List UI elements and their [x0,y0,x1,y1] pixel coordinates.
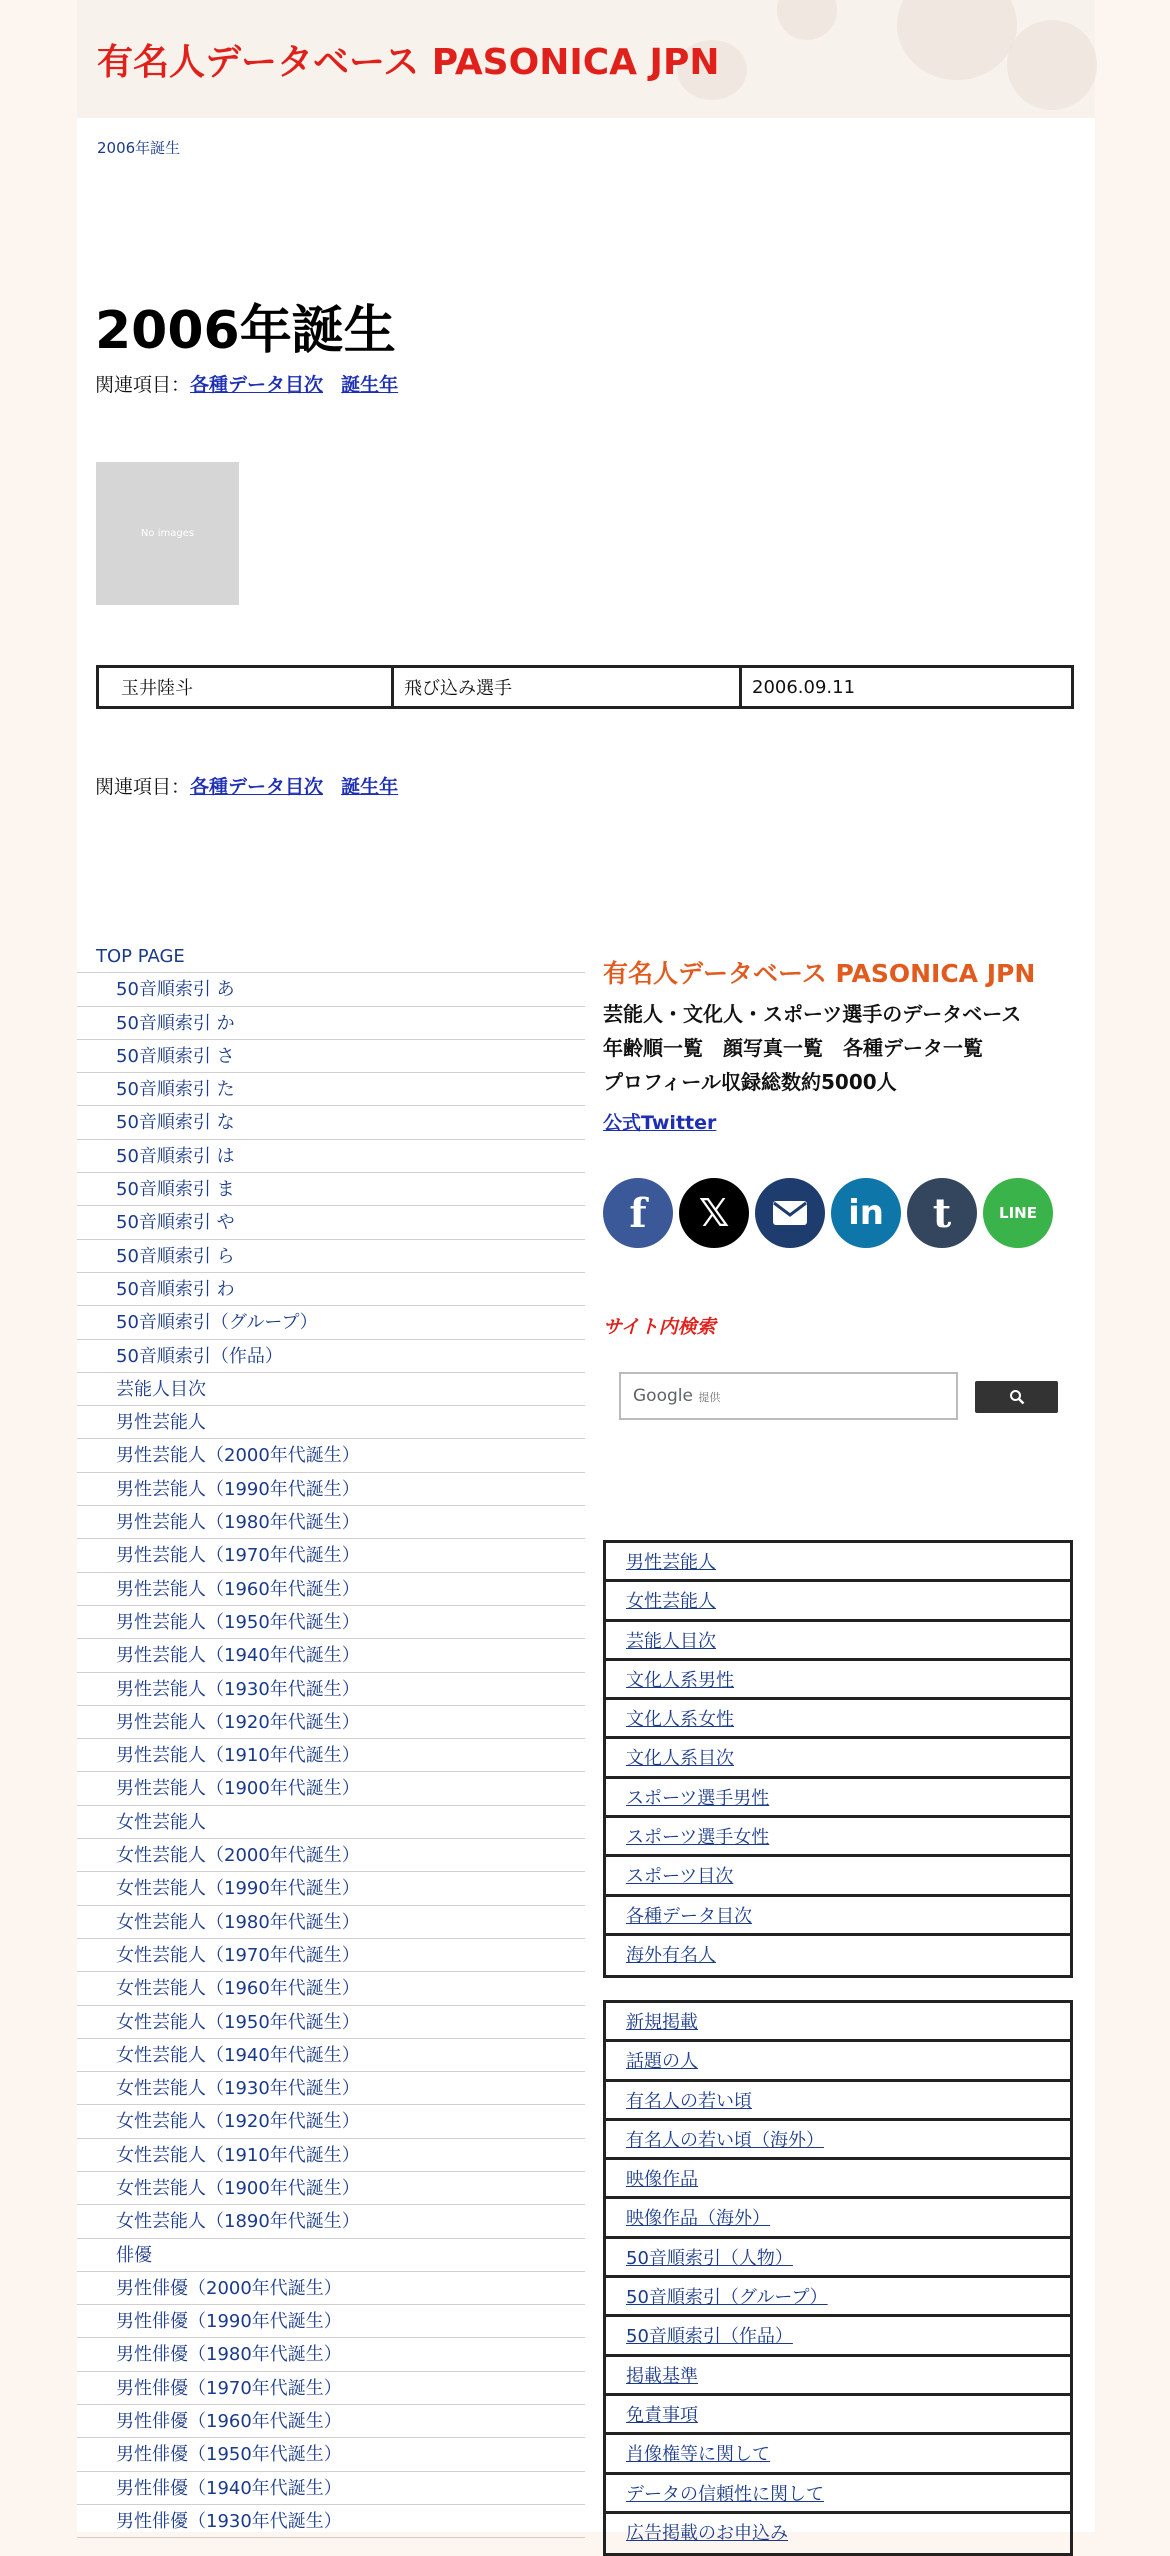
sidebar-lists: 年齢順一覧 顔写真一覧 各種データ一覧 [603,1036,983,1060]
left-nav-item[interactable]: 男性芸能人（1930年代誕生） [77,1673,585,1706]
left-nav-item[interactable]: 50音順索引 さ [77,1040,585,1073]
left-nav-item[interactable]: 50音順索引 は [77,1140,585,1173]
left-nav-item[interactable]: 50音順索引 わ [77,1273,585,1306]
box1-link[interactable]: スポーツ目次 [606,1857,1070,1896]
related-link-data-index[interactable]: 各種データ目次 [190,374,324,396]
left-nav-item[interactable]: 女性芸能人（1960年代誕生） [77,1972,585,2005]
left-nav-item[interactable]: 女性芸能人（1920年代誕生） [77,2105,585,2138]
search-input[interactable] [619,1372,958,1420]
box1-link[interactable]: 女性芸能人 [606,1582,1070,1621]
related-link-birth-year[interactable]: 誕生年 [341,374,399,396]
left-nav-item[interactable]: 50音順索引 ま [77,1173,585,1206]
box2-link[interactable]: 免責事項 [606,2396,1070,2435]
left-nav-item[interactable]: 50音順索引 あ [77,973,585,1006]
left-nav-item[interactable]: 男性芸能人（1940年代誕生） [77,1639,585,1672]
left-nav-item[interactable]: 50音順索引（作品） [77,1340,585,1373]
left-nav-item[interactable]: 50音順索引 た [77,1073,585,1106]
sidebar-count: プロフィール収録総数約5000人 [603,1070,897,1094]
box1-link[interactable]: 各種データ目次 [606,1897,1070,1936]
left-nav-item[interactable]: 50音順索引 な [77,1106,585,1139]
box2-link[interactable]: 話題の人 [606,2042,1070,2081]
related-links-bottom [95,772,398,799]
left-nav-item[interactable]: 男性芸能人（1920年代誕生） [77,1706,585,1739]
left-nav-item[interactable]: 男性俳優（1980年代誕生） [77,2338,585,2371]
sidebar-site-title[interactable]: 有名人データベース PASONICA JPN [603,959,1036,988]
left-nav-item[interactable]: 女性芸能人（1930年代誕生） [77,2072,585,2105]
box2-link[interactable]: 50音順索引（人物） [606,2239,1070,2278]
left-nav-item[interactable]: 女性芸能人 [77,1806,585,1839]
box2-link[interactable]: 肖像権等に関して [606,2435,1070,2474]
left-nav-item[interactable]: 男性俳優（1990年代誕生） [77,2305,585,2338]
box1-link[interactable]: 文化人系目次 [606,1739,1070,1778]
search-button[interactable] [975,1381,1058,1413]
left-nav-item[interactable]: 女性芸能人（1940年代誕生） [77,2039,585,2072]
related-link-data-index[interactable]: 各種データ目次 [190,776,324,798]
no-image-placeholder: No images [96,462,239,605]
site-header [77,0,1095,118]
left-nav-item[interactable]: 女性芸能人（1970年代誕生） [77,1939,585,1972]
info-box [603,2000,1073,2556]
table-cell-date: 2006.09.11 [741,667,1073,708]
left-nav-item[interactable]: 男性芸能人（1900年代誕生） [77,1772,585,1805]
left-nav-menu [77,940,585,2538]
page-title: 2006年誕生 [95,301,396,361]
page [77,0,1095,2544]
left-nav-item[interactable]: 男性俳優（1930年代誕生） [77,2505,585,2538]
left-nav-item[interactable]: 男性俳優（1960年代誕生） [77,2405,585,2438]
left-nav-item[interactable]: TOP PAGE [77,940,585,973]
left-nav-item[interactable]: 50音順索引 や [77,1206,585,1239]
box1-link[interactable]: スポーツ選手男性 [606,1779,1070,1818]
left-nav-item[interactable]: 50音順索引 ら [77,1240,585,1273]
box2-link[interactable]: 新規掲載 [606,2003,1070,2042]
search-icon [1009,1389,1025,1405]
left-nav-item[interactable]: 女性芸能人（2000年代誕生） [77,1839,585,1872]
table-cell-name[interactable]: 玉井陸斗 [98,667,393,708]
linkedin-share-icon[interactable]: in [831,1178,901,1248]
box1-link[interactable]: 海外有名人 [626,1944,716,1966]
box2-link[interactable]: 有名人の若い頃 [606,2082,1070,2121]
breadcrumb[interactable]: 2006年誕生 [97,139,181,157]
left-nav-item[interactable]: 俳優 [77,2239,585,2272]
tumblr-share-icon[interactable]: t [907,1178,977,1248]
left-nav-item[interactable]: 男性芸能人（1980年代誕生） [77,1506,585,1539]
sidebar-tagline: 芸能人・文化人・スポーツ選手のデータベース [603,1002,1022,1026]
x-share-icon[interactable]: 𝕏 [679,1178,749,1248]
box1-link[interactable]: スポーツ選手女性 [606,1818,1070,1857]
table-row [98,667,1073,708]
mail-share-icon[interactable] [755,1178,825,1248]
twitter-link[interactable]: 公式Twitter [603,1112,717,1134]
related-link-birth-year[interactable]: 誕生年 [341,776,399,798]
box2-link[interactable]: 映像作品 [606,2160,1070,2199]
facebook-share-icon[interactable]: f [603,1178,673,1248]
data-table [96,665,1074,709]
box1-link[interactable]: 芸能人目次 [606,1622,1070,1661]
site-search-label: サイト内検索 [603,1316,716,1338]
related-links-top [95,370,398,397]
site-title[interactable]: 有名人データベース PASONICA JPN [97,42,720,83]
left-nav-item[interactable]: 男性芸能人（1990年代誕生） [77,1473,585,1506]
box2-link[interactable]: 広告掲載のお申込み [626,2522,788,2544]
category-box [603,1540,1073,1978]
left-nav-item[interactable]: 女性芸能人（1950年代誕生） [77,2006,585,2039]
box2-link[interactable]: 映像作品（海外） [606,2199,1070,2238]
left-nav-item[interactable]: 女性芸能人（1900年代誕生） [77,2172,585,2205]
related-label: 関連項目： [95,374,191,396]
box1-link[interactable]: 文化人系女性 [606,1700,1070,1739]
google-logo: Google 提供 [633,1386,721,1406]
line-share-icon[interactable]: LINE [983,1178,1053,1248]
left-nav-item[interactable]: 50音順索引 か [77,1007,585,1040]
left-nav-item[interactable]: 男性芸能人 [77,1406,585,1439]
box2-link[interactable]: データの信頼性に関して [606,2475,1070,2514]
left-nav-item[interactable]: 男性芸能人（2000年代誕生） [77,1439,585,1472]
left-nav-item[interactable]: 男性俳優（2000年代誕生） [77,2272,585,2305]
left-nav-item[interactable]: 女性芸能人（1980年代誕生） [77,1906,585,1939]
left-nav-item[interactable]: 男性俳優（1950年代誕生） [77,2438,585,2471]
box1-link[interactable]: 文化人系男性 [606,1661,1070,1700]
box2-link[interactable]: 50音順索引（作品） [606,2317,1070,2356]
left-nav-item[interactable]: 女性芸能人（1990年代誕生） [77,1872,585,1905]
left-nav-item[interactable]: 50音順索引（グループ） [77,1306,585,1339]
box1-link[interactable]: 男性芸能人 [606,1543,1070,1582]
left-nav-item[interactable]: 男性芸能人（1960年代誕生） [77,1573,585,1606]
left-nav-item[interactable]: 男性俳優（1940年代誕生） [77,2472,585,2505]
box2-link[interactable]: 有名人の若い頃（海外） [606,2121,1070,2160]
left-nav-item[interactable]: 女性芸能人（1890年代誕生） [77,2205,585,2238]
left-nav-item[interactable]: 男性芸能人（1950年代誕生） [77,1606,585,1639]
box2-link[interactable]: 掲載基準 [606,2357,1070,2396]
table-cell-category: 飛び込み選手 [393,667,741,708]
left-nav-item[interactable]: 男性芸能人（1970年代誕生） [77,1539,585,1572]
left-nav-item[interactable]: 男性芸能人（1910年代誕生） [77,1739,585,1772]
related-label: 関連項目： [95,776,191,798]
left-nav-item[interactable]: 男性俳優（1970年代誕生） [77,2372,585,2405]
left-nav-item[interactable]: 女性芸能人（1910年代誕生） [77,2139,585,2172]
box2-link[interactable]: 50音順索引（グループ） [606,2278,1070,2317]
left-nav-item[interactable]: 芸能人目次 [77,1373,585,1406]
